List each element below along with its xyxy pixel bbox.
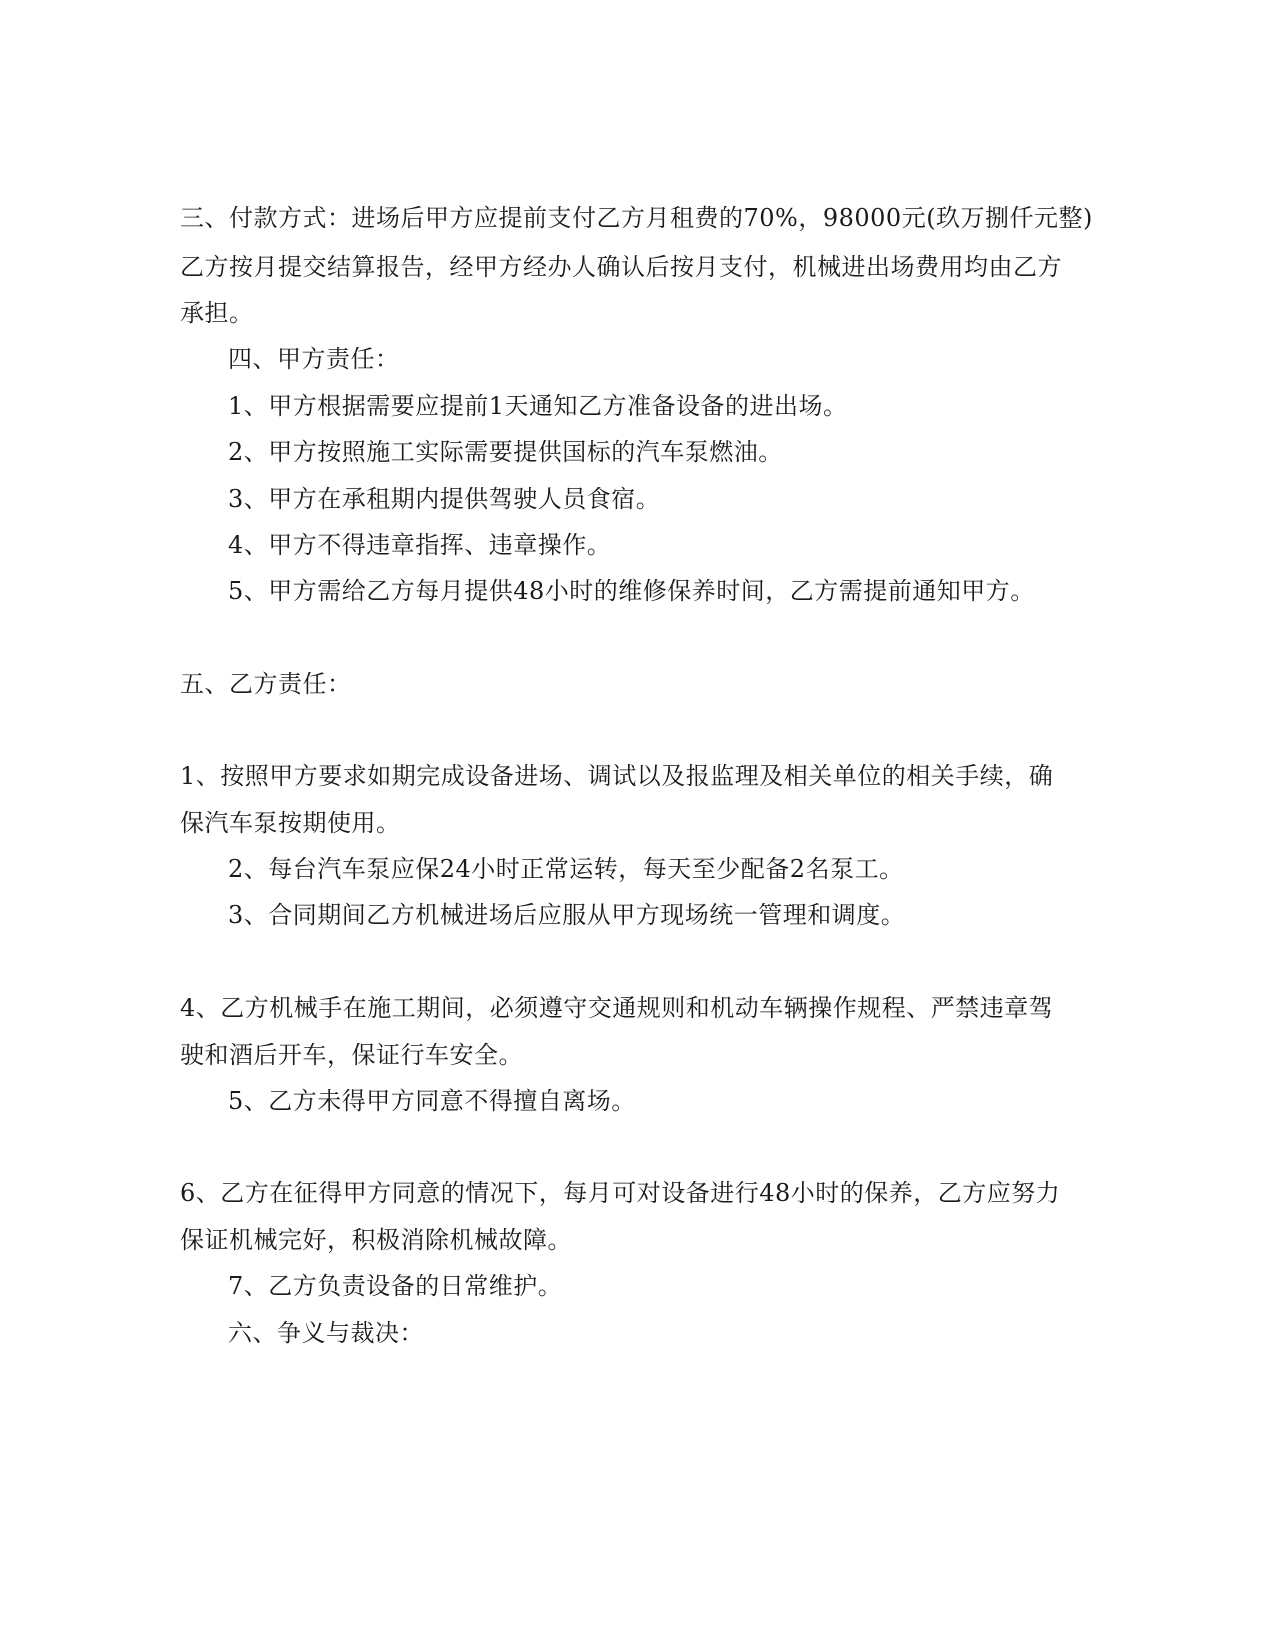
section-heading-dispute: 六、争义与裁决：: [228, 1319, 424, 1347]
party-a-item-5: 5、甲方需给乙方每月提供48小时的维修保养时间，乙方需提前通知甲方。: [228, 577, 1035, 605]
payment-clause-line-2: 乙方按月提交结算报告，经甲方经办人确认后按月支付，机械进出场费用均由乙方: [180, 253, 1062, 281]
payment-clause-line-3: 承担。: [180, 299, 254, 327]
section-heading-party-b: 五、乙方责任：: [180, 670, 352, 698]
party-a-item-4: 4、甲方不得违章指挥、违章操作。: [228, 531, 612, 559]
party-a-item-3: 3、甲方在承租期内提供驾驶人员食宿。: [228, 485, 661, 513]
party-b-item-1-line-1: 1、按照甲方要求如期完成设备进场、调试以及报监理及相关单位的相关手续，确: [180, 762, 1054, 790]
party-b-item-4-line-2: 驶和酒后开车，保证行车安全。: [180, 1041, 523, 1069]
party-a-item-1: 1、甲方根据需要应提前1天通知乙方准备设备的进出场。: [228, 392, 848, 420]
party-b-item-5: 5、乙方未得甲方同意不得擅自离场。: [228, 1087, 636, 1115]
party-b-item-6-line-2: 保证机械完好，积极消除机械故障。: [180, 1226, 572, 1254]
party-b-item-6-line-1: 6、乙方在征得甲方同意的情况下，每月可对设备进行48小时的保养，乙方应努力: [180, 1179, 1061, 1207]
party-a-item-2: 2、甲方按照施工实际需要提供国标的汽车泵燃油。: [228, 438, 783, 466]
party-b-item-2: 2、每台汽车泵应保24小时正常运转，每天至少配备2名泵工。: [228, 855, 904, 883]
party-b-item-1-line-2: 保汽车泵按期使用。: [180, 809, 401, 837]
party-b-item-4-line-1: 4、乙方机械手在施工期间，必须遵守交通规则和机动车辆操作规程、严禁违章驾: [180, 994, 1054, 1022]
party-b-item-3: 3、合同期间乙方机械进场后应服从甲方现场统一管理和调度。: [228, 901, 906, 929]
section-heading-party-a: 四、甲方责任：: [228, 345, 400, 373]
party-b-item-7: 7、乙方负责设备的日常维护。: [228, 1272, 563, 1300]
payment-clause-line-1: 三、付款方式：进场后甲方应提前支付乙方月租费的70%，98000元(玖万捌仟元整): [180, 204, 1093, 232]
